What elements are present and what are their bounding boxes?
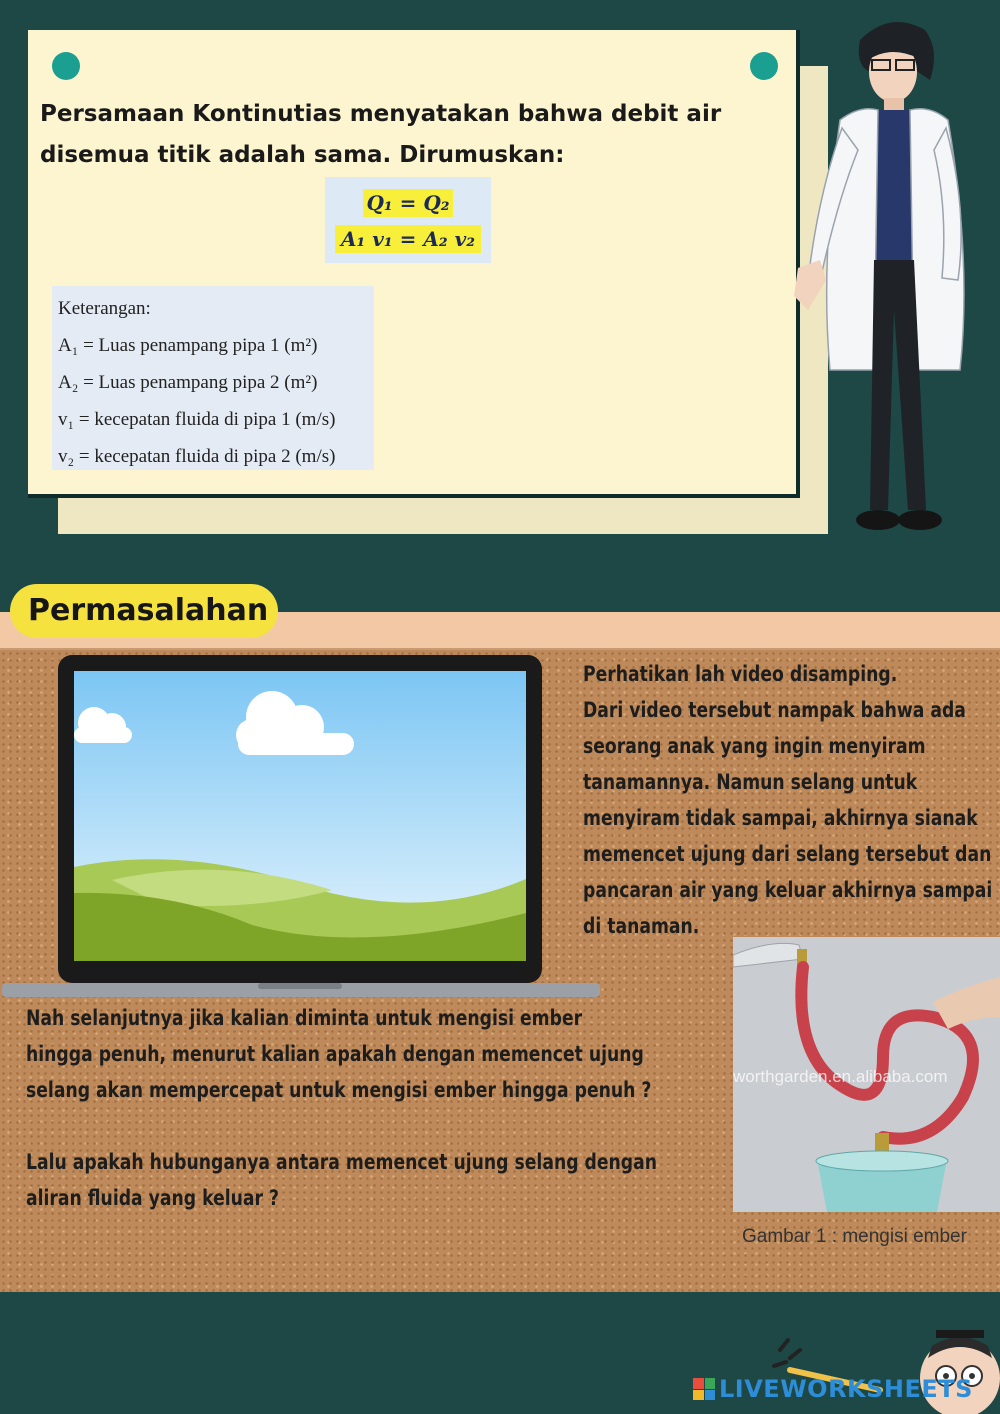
liveworksheets-logo-icon: [693, 1378, 715, 1400]
pin-icon: [750, 52, 778, 80]
statement-line: disemua titik adalah sama. Dirumuskan:: [40, 142, 565, 168]
hose-photo: [733, 937, 1000, 1212]
continuity-statement: [40, 94, 740, 176]
legend-box: [52, 286, 374, 470]
section-title: Permasalahan: [10, 584, 278, 638]
pin-icon: [52, 52, 80, 80]
problem-intro: [583, 656, 1000, 944]
intro-line: Dari video tersebut nampak bahwa ada: [583, 698, 966, 722]
legend-line: v₂ = kecepatan fluida di pipa 2 (m/s): [58, 446, 336, 467]
legend-line: A₂ = Luas penampang pipa 2 (m²): [58, 372, 318, 393]
intro-line: memencet ujung dari selang tersebut dan: [583, 842, 992, 866]
question-1: [26, 1000, 682, 1108]
legend-line: Keterangan:: [58, 298, 151, 319]
intro-line: pancaran air yang keluar akhirnya sampai: [583, 878, 993, 902]
photo-watermark: worthgarden.en.alibaba.com: [733, 1067, 948, 1086]
intro-line: Perhatikan lah video disamping.: [583, 662, 898, 686]
formula-continuity: A₁ v₁ = A₂ v₂: [335, 225, 481, 253]
video-player[interactable]: [2, 655, 600, 1001]
question-line: Lalu apakah hubunganya antara memencet ujung selang dengan: [26, 1150, 658, 1174]
formula-box: [325, 177, 491, 263]
legend-line: A₁ = Luas penampang pipa 1 (m²): [58, 335, 318, 356]
formula-debit: Q₁ = Q₂: [363, 189, 453, 217]
scientist-illustration: [790, 10, 990, 555]
question-line: hingga penuh, menurut kalian apakah dengan memencet ujung: [26, 1042, 644, 1066]
statement-line: Persamaan Kontinutias menyatakan bahwa debit air: [40, 101, 722, 127]
legend-line: v₁ = kecepatan fluida di pipa 1 (m/s): [58, 409, 336, 430]
question-2: [26, 1144, 682, 1216]
question-line: Nah selanjutnya jika kalian diminta untuk mengisi ember: [26, 1006, 583, 1030]
intro-line: di tanaman.: [583, 914, 700, 938]
intro-line: tanamannya. Namun selang untuk: [583, 770, 918, 794]
liveworksheets-brand[interactable]: [693, 1374, 973, 1404]
photo-caption: Gambar 1 : mengisi ember: [742, 1226, 967, 1247]
question-line: selang akan mempercepat untuk mengisi ember hingga penuh ?: [26, 1078, 652, 1102]
intro-line: menyiram tidak sampai, akhirnya sianak: [583, 806, 978, 830]
intro-line: seorang anak yang ingin menyiram: [583, 734, 926, 758]
concept-card: [28, 30, 800, 498]
question-line: aliran fluida yang keluar ?: [26, 1186, 280, 1210]
brand-text: LIVEWORKSHEETS: [719, 1375, 973, 1403]
